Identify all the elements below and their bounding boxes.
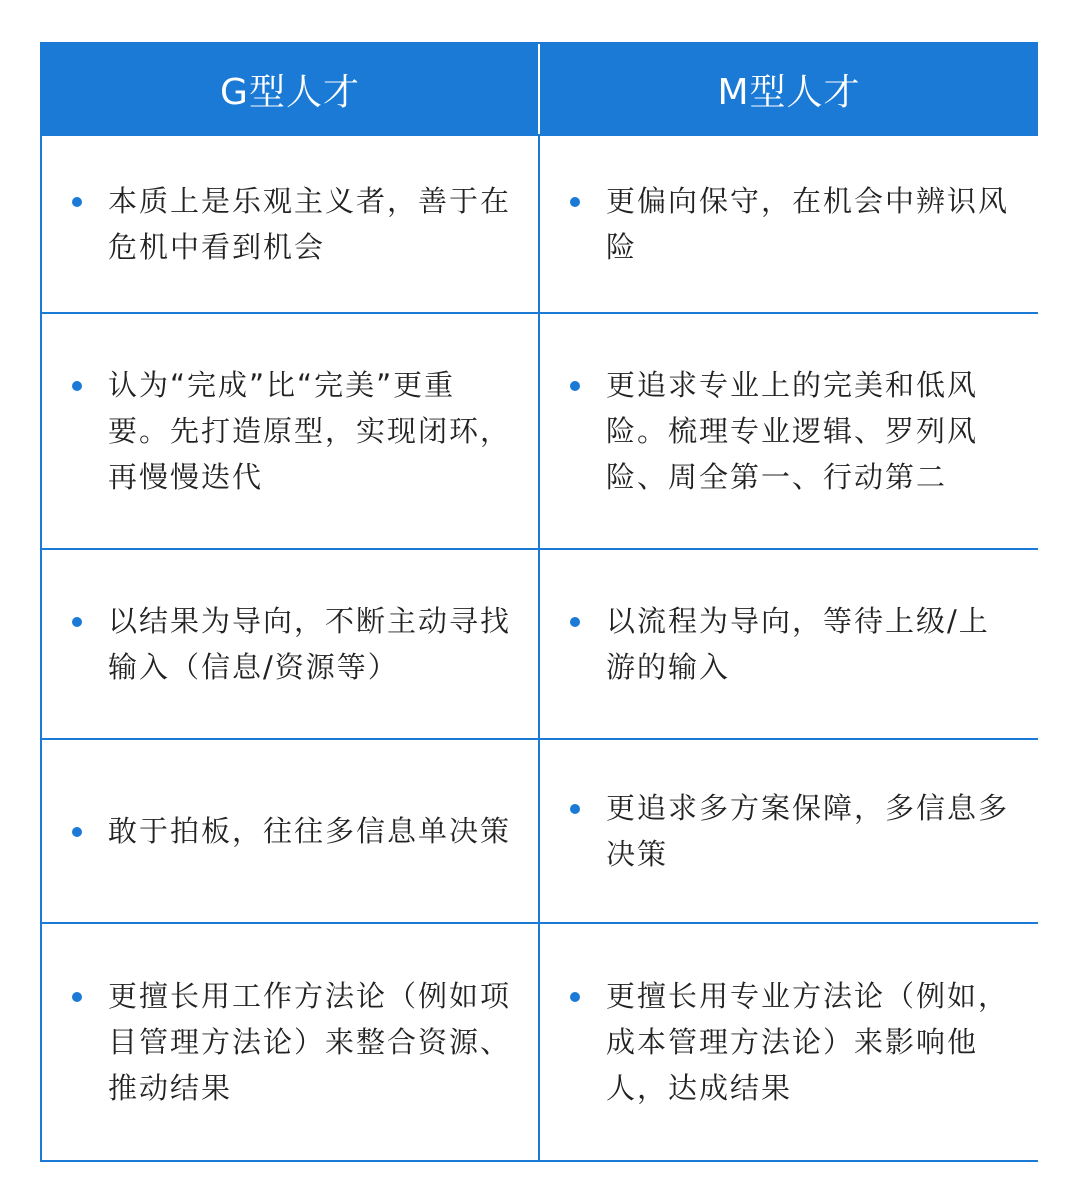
cell-text: 更擅长用工作方法论（例如项目管理方法论）来整合资源、推动结果	[108, 979, 512, 1105]
bullet-icon	[570, 617, 580, 627]
bullet-icon	[72, 827, 82, 837]
cell-text: 更偏向保守，在机会中辨识风险	[606, 184, 1010, 264]
list-item	[570, 785, 1012, 877]
bullet-icon	[570, 197, 580, 207]
bullet-icon	[72, 381, 82, 391]
list-item	[570, 362, 1012, 500]
bullet-icon	[570, 804, 580, 814]
bullet-icon	[570, 381, 580, 391]
cell-g-row-4	[42, 738, 540, 922]
list-item	[570, 598, 1012, 690]
cell-m-row-3	[540, 548, 1038, 738]
cell-text: 更追求多方案保障，多信息多决策	[606, 791, 1010, 871]
cell-text: 更擅长用专业方法论（例如，成本管理方法论）来影响他人，达成结果	[606, 979, 1010, 1105]
cell-m-row-5	[540, 922, 1038, 1160]
cell-text: 认为“完成”比“完美”更重要。先打造原型，实现闭环，再慢慢迭代	[108, 368, 512, 494]
cell-g-row-3	[42, 548, 540, 738]
comparison-table	[40, 42, 1038, 1162]
cell-text: 以流程为导向，等待上级/上游的输入	[606, 604, 990, 684]
cell-text: 本质上是乐观主义者，善于在危机中看到机会	[108, 184, 512, 264]
cell-g-row-2	[42, 312, 540, 548]
cell-g-row-5	[42, 922, 540, 1160]
list-item	[72, 973, 512, 1111]
cell-m-row-1	[540, 134, 1038, 312]
cell-m-row-4	[540, 738, 1038, 922]
cell-text: 敢于拍板，往往多信息单决策	[108, 814, 512, 848]
cell-m-row-2	[540, 312, 1038, 548]
bullet-icon	[72, 617, 82, 627]
list-item	[570, 178, 1012, 270]
bullet-icon	[570, 992, 580, 1002]
cell-g-row-1	[42, 134, 540, 312]
list-item	[570, 973, 1012, 1111]
list-item	[72, 808, 512, 854]
bullet-icon	[72, 992, 82, 1002]
list-item	[72, 362, 512, 500]
cell-text: 更追求专业上的完美和低风险。梳理专业逻辑、罗列风险、周全第一、行动第二	[606, 368, 979, 494]
header-g-talent: G型人才	[42, 44, 540, 134]
bullet-icon	[72, 197, 82, 207]
header-m-talent: M型人才	[540, 44, 1038, 134]
cell-text: 以结果为导向，不断主动寻找输入（信息/资源等）	[108, 604, 512, 684]
list-item	[72, 178, 512, 270]
list-item	[72, 598, 512, 690]
